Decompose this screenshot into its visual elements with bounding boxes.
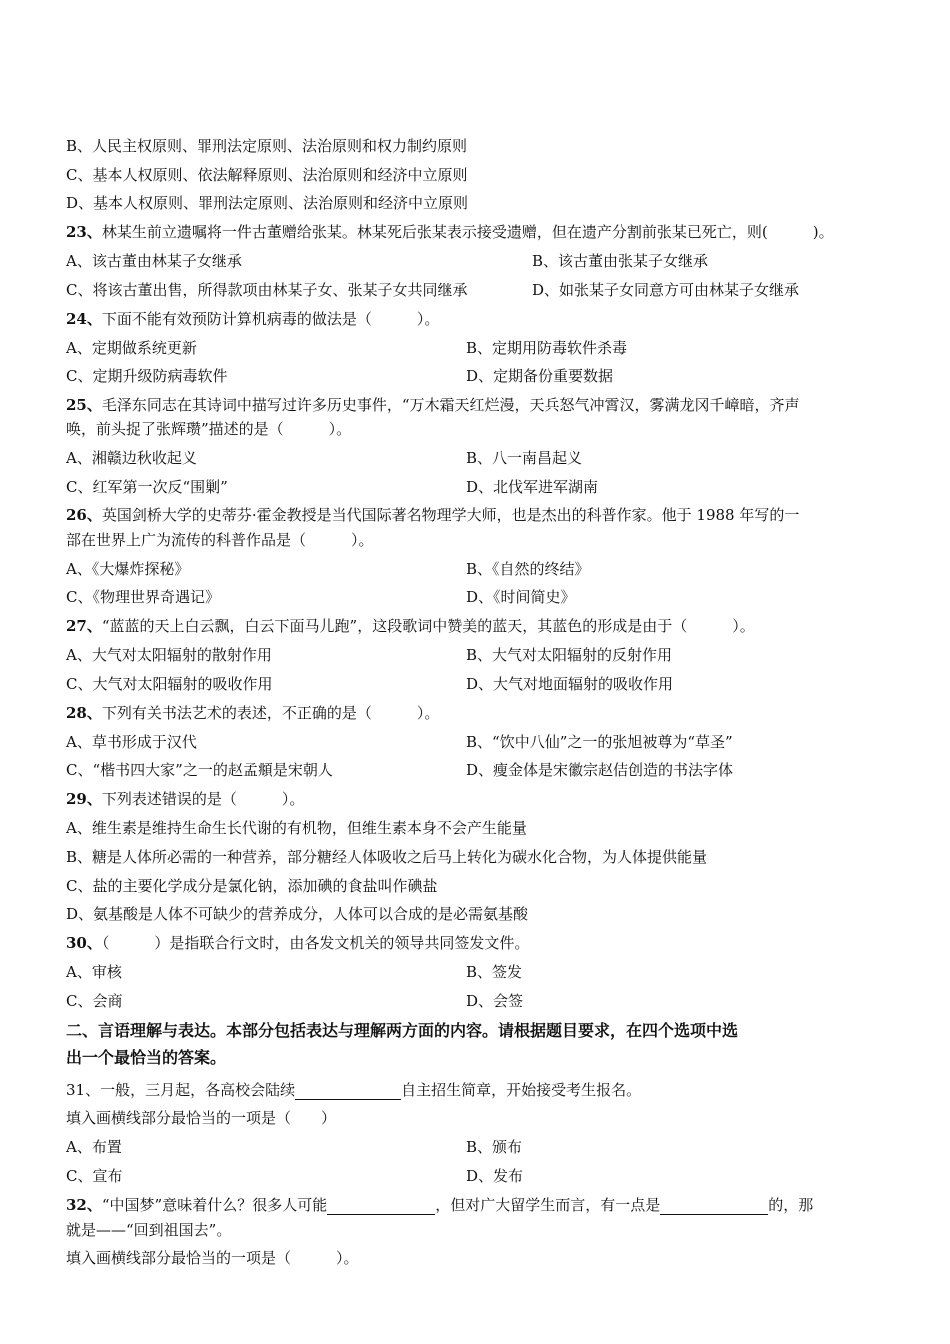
q26-option-d: D、《时间简史》 [466,588,576,606]
section-2-heading-line2: 出一个最恰当的答案。 [66,1048,227,1067]
q23-option-b: B、该古董由张某子女继承 [532,252,709,270]
q24-option-a: A、定期做系统更新 [66,339,197,357]
q30-number: 30、 [66,934,102,952]
q31-prompt: 填入画横线部分最恰当的一项是（ ） [66,1109,337,1127]
q22-option-b: B、人民主权原则、罪刑法定原则、法治原则和权力制约原则 [66,137,468,155]
q29-text: 下列表述错误的是（ ）。 [101,790,305,808]
q28-option-b: B、“饮中八仙”之一的张旭被尊为“草圣” [466,733,733,751]
q31-option-d: D、发布 [466,1167,524,1185]
q29-number: 29、 [66,790,102,808]
q32-answer-blank-2 [660,1198,768,1215]
q27-number: 27、 [66,617,102,635]
q25-stem-line1 [66,395,800,415]
q24-option-b: B、定期用防毒软件杀毒 [466,339,628,357]
q32-text-b: ，但对广大留学生而言，有一点是 [435,1196,661,1214]
q25-option-b: B、八一南昌起义 [466,449,583,467]
q26-option-a: A、《大爆炸探秘》 [66,560,190,578]
q29-option-a: A、维生素是维持生命生长代谢的有机物，但维生素本身不会产生能量 [66,819,527,837]
q31-option-b: B、颁布 [466,1138,523,1156]
q31-text-b: 自主招生简章，开始接受考生报名。 [401,1081,642,1099]
q25-text-1: 毛泽东同志在其诗词中描写过许多历史事件，“万木霜天红烂漫，天兵怒气冲霄汉，雾满龙冈千嶂暗，齐声 [101,396,800,414]
q29-option-d: D、氨基酸是人体不可缺少的营养成分，人体可以合成的是必需氨基酸 [66,905,529,923]
q23-number: 23、 [66,223,102,241]
q26-option-b: B、《自然的终结》 [466,560,590,578]
section-2-heading-line1: 二、言语理解与表达。本部分包括表达与理解两方面的内容。请根据题目要求，在四个选项中选 [66,1021,739,1040]
q27-option-c: C、大气对太阳辐射的吸收作用 [66,675,273,693]
q31-stem [66,1080,641,1100]
q31-option-c: C、宣布 [66,1167,123,1185]
q30-option-c: C、会商 [66,992,123,1010]
q25-option-d: D、北伐军进军湖南 [466,478,599,496]
q27-text: “蓝蓝的天上白云飘，白云下面马儿跑”，这段歌词中赞美的蓝天，其蓝色的形成是由于（ ）。 [101,617,755,635]
q29-option-c: C、盐的主要化学成分是氯化钠，添加碘的食盐叫作碘盐 [66,877,438,895]
q22-option-d: D、基本人权原则、罪刑法定原则、法治原则和经济中立原则 [66,194,469,212]
q29-stem [66,789,304,809]
q26-text-1: 英国剑桥大学的史蒂芬·霍金教授是当代国际著名物理学大师，也是杰出的科普作家。他于 1988 年写的一 [101,506,800,524]
q23-option-a: A、该古董由林某子女继承 [66,252,242,270]
q25-number: 25、 [66,396,102,414]
q25-option-c: C、红军第一次反“围剿” [66,478,228,496]
q26-stem-line2: 部在世界上广为流传的科普作品是（ ）。 [66,531,374,549]
q32-number: 32、 [66,1196,102,1214]
q30-option-a: A、审核 [66,963,122,981]
q27-option-b: B、大气对太阳辐射的反射作用 [466,646,673,664]
q28-number: 28、 [66,704,102,722]
q28-option-a: A、草书形成于汉代 [66,733,197,751]
q27-option-a: A、大气对太阳辐射的散射作用 [66,646,272,664]
q28-option-c: C、“楷书四大家”之一的赵孟頫是宋朝人 [66,761,333,779]
q32-stem-line1 [66,1195,813,1215]
q29-option-b: B、糖是人体所必需的一种营养，部分糖经人体吸收之后马上转化为碳水化合物，为人体提供能量 [66,848,708,866]
q30-stem [66,933,529,953]
q22-option-c: C、基本人权原则、依法解释原则、法治原则和经济中立原则 [66,166,468,184]
q25-stem-line2: 唤，前头捉了张辉瓒”描述的是（ ）。 [66,420,352,438]
q30-text: （ ）是指联合行文时，由各发文机关的领导共同签发文件。 [101,934,530,952]
q24-stem [66,309,439,329]
q24-number: 24、 [66,310,102,328]
q30-option-b: B、签发 [466,963,523,981]
q28-stem [66,703,439,723]
q23-option-d: D、如张某子女同意方可由林某子女继承 [532,281,800,299]
q28-text: 下列有关书法艺术的表述，不正确的是（ ）。 [101,704,440,722]
q31-answer-blank [295,1083,401,1100]
q24-text: 下面不能有效预防计算机病毒的做法是（ ）。 [101,310,440,328]
q32-text-c: 的，那 [768,1196,814,1214]
q27-option-d: D、大气对地面辐射的吸收作用 [466,675,674,693]
q24-option-c: C、定期升级防病毒软件 [66,367,228,385]
q26-option-c: C、《物理世界奇遇记》 [66,588,220,606]
q27-stem [66,616,755,636]
q32-text-a: “中国梦”意味着什么？很多人可能 [101,1196,328,1214]
q31-option-a: A、布置 [66,1138,122,1156]
q26-stem-line1 [66,505,799,525]
q32-stem-line2: 就是——“回到祖国去”。 [66,1221,232,1239]
q23-stem [66,222,834,242]
q30-option-d: D、会签 [466,992,524,1010]
q31-text-a: 31、一般，三月起，各高校会陆续 [66,1081,296,1099]
q23-option-c: C、将该古董出售，所得款项由林某子女、张某子女共同继承 [66,281,468,299]
q26-number: 26、 [66,506,102,524]
q32-answer-blank-1 [327,1198,435,1215]
q28-option-d: D、瘦金体是宋徽宗赵佶创造的书法字体 [466,761,734,779]
q32-prompt: 填入画横线部分最恰当的一项是（ ）。 [66,1249,359,1267]
q23-text: 林某生前立遗嘱将一件古董赠给张某。林某死后张某表示接受遗赠，但在遗产分割前张某已死亡，则( )。 [101,223,834,241]
q24-option-d: D、定期备份重要数据 [466,367,614,385]
q25-option-a: A、湘赣边秋收起义 [66,449,197,467]
